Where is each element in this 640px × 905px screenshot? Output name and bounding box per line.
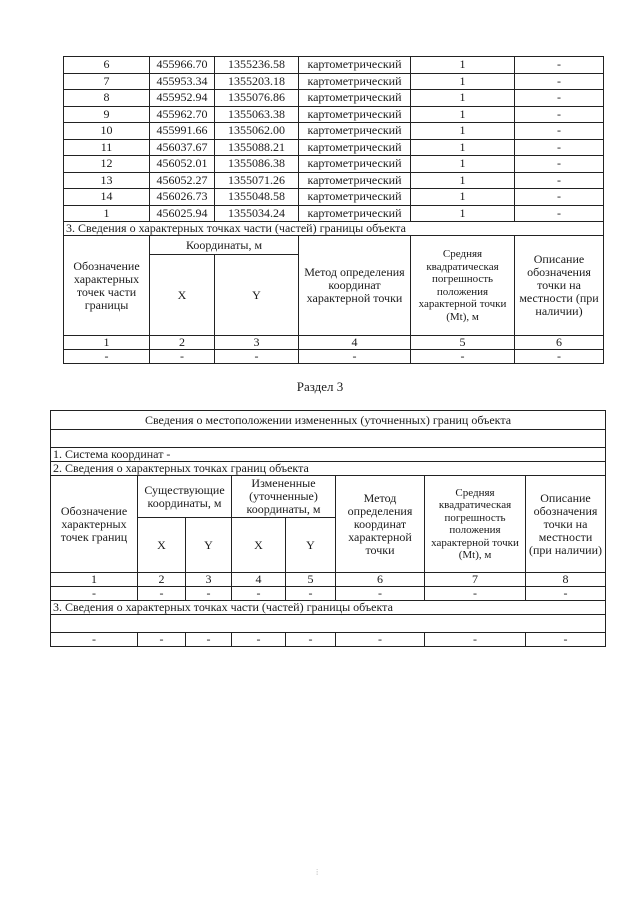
empty-cell: - — [186, 587, 232, 601]
header-coords: Координаты, м — [150, 236, 299, 255]
coord-x: 456052.01 — [150, 156, 215, 173]
coord-y: 1355088.21 — [215, 139, 299, 156]
header-existing: Существующие координаты, м — [138, 476, 232, 518]
table-row — [64, 189, 604, 206]
accuracy-cell: 1 — [411, 123, 515, 140]
method-cell: картометрический — [299, 73, 411, 90]
method-cell: картометрический — [299, 57, 411, 74]
col-number: 3 — [186, 573, 232, 587]
description-cell: - — [515, 139, 604, 156]
point-number: 13 — [64, 172, 150, 189]
method-cell: картометрический — [299, 172, 411, 189]
empty-cell: - — [51, 633, 138, 647]
point-number: 9 — [64, 106, 150, 123]
header-description: Описание обозначения точки на местности (при наличии) — [526, 476, 606, 573]
coord-system: 1. Система координат - — [51, 448, 606, 462]
description-cell: - — [515, 156, 604, 173]
description-cell: - — [515, 123, 604, 140]
changed-boundaries-table — [50, 410, 606, 647]
section-heading: Раздел 3 — [296, 379, 344, 394]
table-row — [64, 90, 604, 107]
table-row — [64, 123, 604, 140]
method-cell: картометрический — [299, 205, 411, 222]
header-description: Описание обозначения точки на местности (при наличии) — [515, 236, 604, 336]
scan-mark: ⁞ — [316, 868, 319, 877]
coord-y: 1355203.18 — [215, 73, 299, 90]
blank-row — [51, 615, 606, 633]
empty-cell: - — [138, 587, 186, 601]
header-x: X — [232, 518, 286, 573]
header-y: Y — [186, 518, 232, 573]
coord-y: 1355048.58 — [215, 189, 299, 206]
section3-title: 3. Сведения о характерных точках части (частей) границы объекта — [51, 601, 606, 615]
empty-cell: - — [138, 633, 186, 647]
accuracy-cell: 1 — [411, 90, 515, 107]
empty-cell: - — [286, 587, 336, 601]
col-number: 4 — [232, 573, 286, 587]
coord-x: 456052.27 — [150, 172, 215, 189]
empty-cell: - — [515, 350, 604, 364]
method-cell: картометрический — [299, 139, 411, 156]
col-number: 2 — [138, 573, 186, 587]
point-number: 14 — [64, 189, 150, 206]
description-cell: - — [515, 57, 604, 74]
point-number: 7 — [64, 73, 150, 90]
point-number: 11 — [64, 139, 150, 156]
coord-x: 455953.34 — [150, 73, 215, 90]
section3-title: 3. Сведения о характерных точках части (частей) границы объекта — [64, 222, 604, 236]
col-number: 2 — [150, 336, 215, 350]
header-x: X — [138, 518, 186, 573]
coord-y: 1355071.26 — [215, 172, 299, 189]
col-number: 8 — [526, 573, 606, 587]
coord-x: 455952.94 — [150, 90, 215, 107]
col-number: 6 — [336, 573, 425, 587]
empty-cell: - — [526, 633, 606, 647]
col-number: 5 — [411, 336, 515, 350]
empty-cell: - — [232, 587, 286, 601]
col-number: 1 — [64, 336, 150, 350]
method-cell: картометрический — [299, 156, 411, 173]
col-number: 6 — [515, 336, 604, 350]
description-cell: - — [515, 90, 604, 107]
accuracy-cell: 1 — [411, 205, 515, 222]
points-title: 2. Сведения о характерных точках границ объекта — [51, 462, 606, 476]
coord-y: 1355034.24 — [215, 205, 299, 222]
method-cell: картометрический — [299, 123, 411, 140]
method-cell: картометрический — [299, 106, 411, 123]
header-x: X — [150, 255, 215, 336]
empty-cell: - — [299, 350, 411, 364]
coord-y: 1355236.58 — [215, 57, 299, 74]
table-row — [64, 139, 604, 156]
table-row — [64, 73, 604, 90]
empty-cell: - — [286, 633, 336, 647]
empty-cell: - — [150, 350, 215, 364]
point-number: 12 — [64, 156, 150, 173]
method-cell: картометрический — [299, 90, 411, 107]
empty-cell: - — [526, 587, 606, 601]
col-number: 4 — [299, 336, 411, 350]
col-number: 3 — [215, 336, 299, 350]
description-cell: - — [515, 73, 604, 90]
blank-row — [51, 430, 606, 448]
coord-x: 455962.70 — [150, 106, 215, 123]
empty-cell: - — [232, 633, 286, 647]
method-cell: картометрический — [299, 189, 411, 206]
description-cell: - — [515, 189, 604, 206]
empty-cell: - — [215, 350, 299, 364]
accuracy-cell: 1 — [411, 57, 515, 74]
table-row — [64, 172, 604, 189]
table-row — [64, 156, 604, 173]
header-method: Метод определения координат характерной точки — [299, 236, 411, 336]
coord-y: 1355062.00 — [215, 123, 299, 140]
col-number: 7 — [425, 573, 526, 587]
empty-cell: - — [411, 350, 515, 364]
coord-x: 456037.67 — [150, 139, 215, 156]
point-number: 6 — [64, 57, 150, 74]
empty-cell: - — [64, 350, 150, 364]
point-number: 10 — [64, 123, 150, 140]
point-number: 1 — [64, 205, 150, 222]
table-row — [64, 205, 604, 222]
col-number: 5 — [286, 573, 336, 587]
coord-x: 456025.94 — [150, 205, 215, 222]
empty-cell: - — [51, 587, 138, 601]
header-point: Обозначение характерных точек части границы — [64, 236, 150, 336]
header-y: Y — [286, 518, 336, 573]
accuracy-cell: 1 — [411, 139, 515, 156]
coord-y: 1355086.38 — [215, 156, 299, 173]
header-method: Метод определения координат характерной точки — [336, 476, 425, 573]
header-accuracy: Средняя квадратическая погрешность положения характерной точки (Mt), м — [411, 236, 515, 336]
point-number: 8 — [64, 90, 150, 107]
col-number: 1 — [51, 573, 138, 587]
accuracy-cell: 1 — [411, 189, 515, 206]
coordinates-table — [63, 56, 604, 364]
description-cell: - — [515, 205, 604, 222]
coord-x: 455966.70 — [150, 57, 215, 74]
description-cell: - — [515, 172, 604, 189]
empty-cell: - — [186, 633, 232, 647]
coord-y: 1355076.86 — [215, 90, 299, 107]
table-row — [64, 57, 604, 74]
empty-cell: - — [336, 587, 425, 601]
description-cell: - — [515, 106, 604, 123]
table-title: Сведения о местоположении измененных (уточненных) границ объекта — [51, 411, 606, 430]
empty-cell: - — [425, 633, 526, 647]
accuracy-cell: 1 — [411, 73, 515, 90]
table-row — [64, 106, 604, 123]
header-accuracy: Средняя квадратическая погрешность положения характерной точки (Mt), м — [425, 476, 526, 573]
header-y: Y — [215, 255, 299, 336]
accuracy-cell: 1 — [411, 172, 515, 189]
accuracy-cell: 1 — [411, 156, 515, 173]
empty-cell: - — [336, 633, 425, 647]
empty-cell: - — [425, 587, 526, 601]
coord-y: 1355063.38 — [215, 106, 299, 123]
coord-x: 456026.73 — [150, 189, 215, 206]
header-changed: Измененные (уточненные) координаты, м — [232, 476, 336, 518]
header-point: Обозначение характерных точек границ — [51, 476, 138, 573]
coord-x: 455991.66 — [150, 123, 215, 140]
accuracy-cell: 1 — [411, 106, 515, 123]
